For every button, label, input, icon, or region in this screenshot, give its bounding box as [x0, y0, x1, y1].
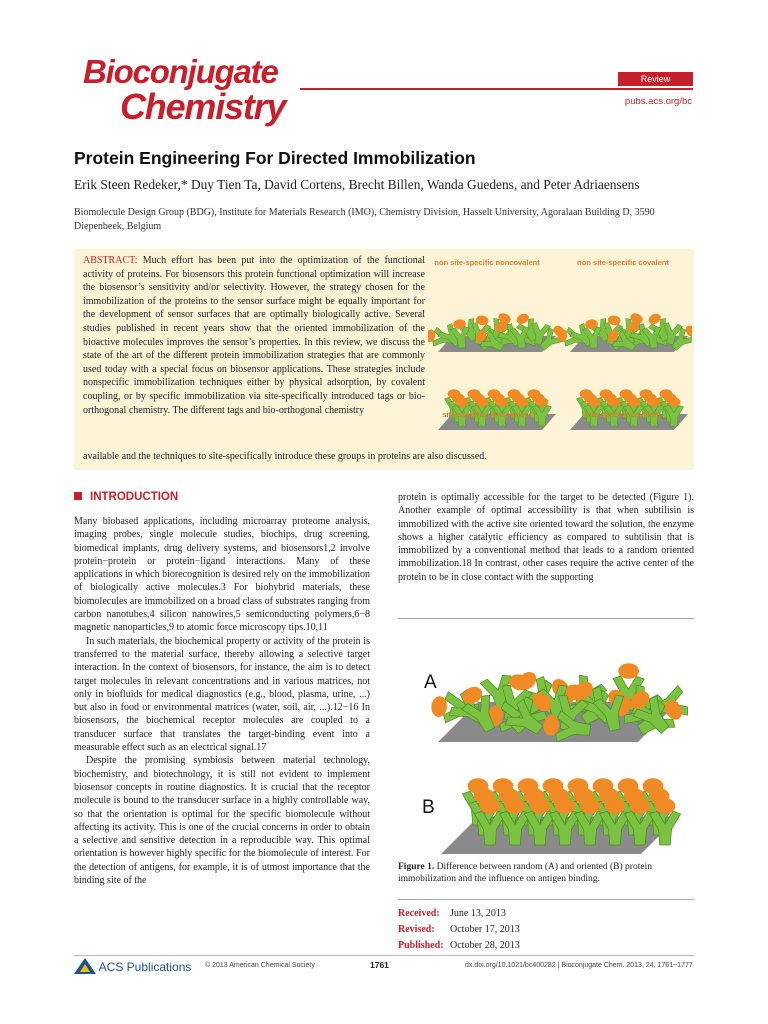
antigen [530, 798, 551, 814]
revised-value: October 17, 2013 [450, 924, 520, 935]
antigen [608, 397, 621, 407]
doi-citation[interactable]: dx.doi.org/10.1021/bc400282 | Bioconjugate Chem. 2013, 24, 1761−1777 [465, 962, 693, 969]
footer-rule [74, 955, 694, 956]
toc-label-tr: non site-specific covalent [577, 258, 669, 267]
toc-label-br: site-specific covalent [585, 410, 661, 419]
article-title: Protein Engineering For Directed Immobilization [74, 148, 476, 168]
section-heading-introduction [74, 491, 178, 503]
antigen [588, 397, 601, 407]
section-square-icon [74, 492, 82, 500]
intro-paragraph: protein is optimally accessible for the target to be detected (Figure 1). Another example of optimal accessibility is that when subtilisin is immobilized with the active site oriented toward the solution, the enzyme shows a higher catalytic efficiency as compared to subtilisin that is immobilized by a conventional method that leads to a random oriented immobilization.18 In contrast, other cases require the active center of the protein to be in close contact with the supporting [398, 492, 694, 583]
publisher-name: ACS Publications [98, 960, 192, 974]
figure-rule [398, 618, 694, 619]
antigen [480, 798, 501, 814]
antigen [516, 397, 529, 407]
abstract-body: Much effort has been put into the optimization of the functional activity of proteins. For biosensors this protein functional optimization will increase the biosensor’s sensitivity and/or selectivity. However, the strategy chosen for the immobilization of the proteins to the sensor surface might be equally important for the development of sensor surfaces that are optimally biologically active. Several studies published in recent years show that the oriented immobilization of the bioactive molecules improves the sensor’s properties. In this review, we discuss the state of the art of the different protein immobilization strategies that are commonly used today with a special focus on biosensor applications. These strategies include nonspecific immobilization techniques either by physical adsorption, by covalent coupling, or by specific immobilization via site-specifically introduced tags or bio-orthogonal chemistry. The different tags and bio-orthogonal chemistry [83, 255, 425, 416]
revised-key: Revised: [398, 924, 435, 935]
abstract-label: ABSTRACT: [83, 255, 138, 266]
toc-label-tl: non site-specific noncovalent [434, 258, 540, 267]
antigen [628, 397, 641, 407]
figure-label-b: B [422, 797, 435, 818]
antigen [580, 798, 601, 814]
antigen [456, 397, 469, 407]
affiliation: Biomolecule Design Group (BDG), Institute for Materials Research (IMO), Chemistry Division, Hasselt University, Agoralaan Building D, 3590 Diepenbeek, Belgium [74, 207, 655, 232]
acs-publications-logo [74, 958, 191, 974]
intro-paragraph: Many biobased applications, including microarray proteome analysis, imaging probes, single molecule studies, biochips, drug screening, biomedical implants, drug delivery systems, and biosensors1,2 involve protein−protein or protein−ligand interactions. Many of these applications in which biorecognition is desired rely on the immobilization of biologically active molecules.3 For biohybrid materials, these biomolecules are immobilized on a broad class of substrates ranging from carbon nanotubes,4 silicon nanowires,5 semiconducting polymers,6−8 magnetic nanoparticles,9 to atomic force microscopy tips.10,11 [74, 516, 370, 634]
figure-label-a: A [424, 672, 437, 693]
page-number: 1761 [370, 960, 389, 970]
acs-logo-icon [74, 958, 96, 974]
antigen [630, 798, 651, 814]
antigen [605, 798, 626, 814]
intro-paragraph: Despite the promising symbiosis between material technology, biochemistry, and biotechnology, it is still not evident to implement biosensor concepts in routine diagnostics. It is crucial that the receptor molecule is bound to the transducer surface in a highly controllable way, so that the orientation is optimal for the specific biomolecule without affecting its activity. This is one of the crucial concerns in order to obtain a selective and sensitive detection in a reproducible way. This optimal orientation is however highly specific for the biomolecule of interest. For the detection of antigens, for example, it is of utmost importance that the binding site of the [74, 755, 370, 887]
antigen [536, 397, 549, 407]
intro-paragraph: In such materials, the biochemical property or activity of the protein is transferred to the material surface, thereby allowing a selective target interaction. In the context of biosensors, for instance, the aim is to detect target molecules in relevant concentrations and in various matrices, not only in biofluids for medical diagnostics (e.g., blood, plasma, urine, ...) but also in food or environmental matrices (water, soil, air, ...).12−16 In biosensors, the biochemical receptor molecules are coupled to a transducer surface that translates the target-binding event into a measurable effect such as an electrical signal.17 [74, 635, 370, 754]
dates-rule [398, 899, 694, 900]
received-key: Received: [398, 908, 440, 919]
publication-dates [398, 906, 520, 954]
author-list: Erik Steen Redeker,* Duy Tien Ta, David Cortens, Brecht Billen, Wanda Guedens, and Peter Adriaensens [74, 177, 640, 192]
figure-caption-label: Figure 1. [398, 862, 435, 872]
antigen [505, 798, 526, 814]
figure-caption-text: Difference between random (A) and oriented (B) protein immobilization and the influence on antigen binding. [398, 862, 652, 884]
published-value: October 28, 2013 [450, 940, 520, 951]
right-column [398, 491, 694, 584]
toc-label-bl: site-specific noncovalent [442, 410, 532, 419]
journal-logo-line2: Chemistry [120, 86, 286, 127]
antigen [496, 397, 509, 407]
review-badge: Review [618, 72, 693, 86]
copyright: © 2013 American Chemical Society [205, 962, 315, 969]
received-value: June 13, 2013 [450, 908, 506, 919]
figure-caption [398, 861, 694, 885]
figure-1 [398, 622, 694, 854]
published-key: Published: [398, 940, 444, 951]
section-heading-text: INTRODUCTION [90, 491, 179, 503]
antigen [655, 798, 676, 814]
journal-logo-line1: Bioconjugate [83, 53, 278, 90]
left-column [74, 515, 370, 887]
antigen [555, 798, 576, 814]
abstract-text [83, 254, 425, 417]
antigen [476, 397, 489, 407]
header-rule [300, 88, 693, 90]
journal-url[interactable]: pubs.acs.org/bc [624, 96, 692, 107]
antigen [648, 397, 661, 407]
abstract-tail: available and the techniques to site-specifically introduce these groups in proteins are also discussed. [83, 451, 487, 462]
antigen [668, 397, 681, 407]
